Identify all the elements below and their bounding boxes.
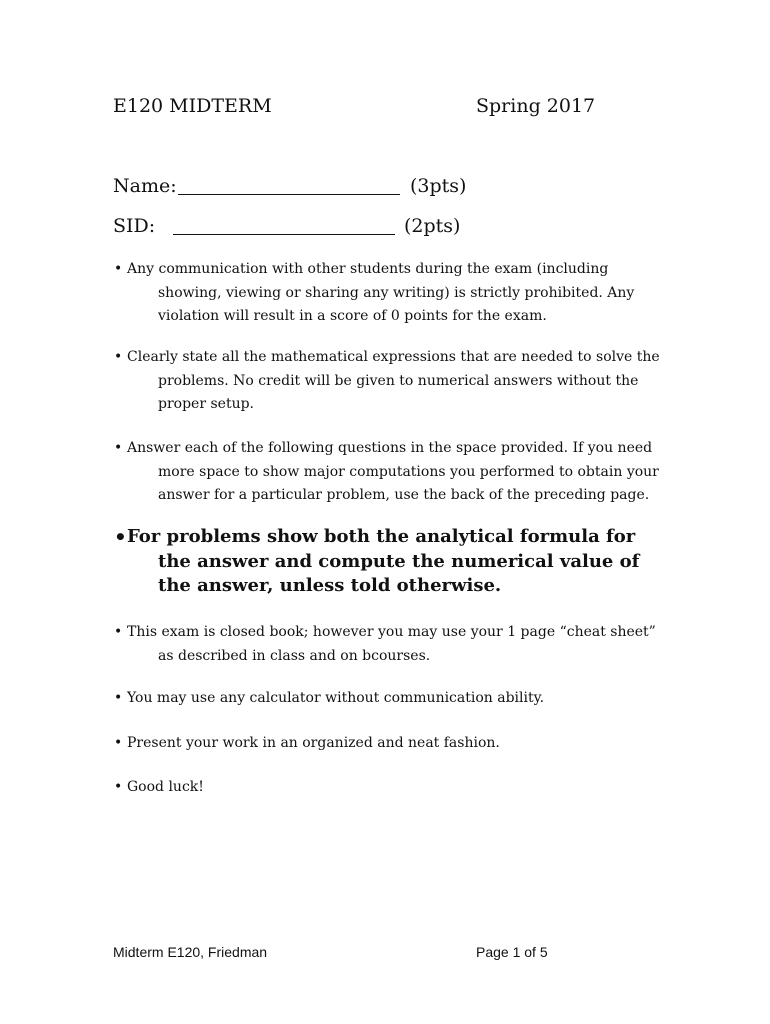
bullet-icon: • — [114, 735, 123, 751]
bullet-icon: • — [114, 261, 123, 277]
instruction-item — [114, 346, 674, 417]
name-input-line[interactable] — [178, 194, 400, 195]
bullet-icon: • — [114, 440, 123, 456]
instruction-item — [114, 437, 674, 508]
sid-points: (2pts) — [404, 215, 461, 237]
instruction-item — [114, 732, 674, 756]
instruction-item — [114, 687, 674, 711]
bullet-icon: • — [114, 779, 123, 795]
bullet-icon: • — [114, 349, 123, 365]
sid-label: SID: — [113, 215, 156, 237]
instruction-item — [114, 258, 674, 329]
bullet-icon: • — [114, 690, 123, 706]
name-points: (3pts) — [410, 175, 467, 197]
instruction-text: For problems show both the analytical formula for the answer and compute the numerical value of the answer, unless told otherwise. — [127, 526, 640, 596]
course-title: E120 MIDTERM — [113, 95, 272, 117]
instruction-text: Clearly state all the mathematical expressions that are needed to solve the problems. No credit will be given to numerical answers without the proper setup. — [127, 349, 660, 412]
name-label: Name: — [113, 175, 177, 197]
instruction-text: This exam is closed book; however you may use your 1 page “cheat sheet” as described in class and on bcourses. — [127, 624, 656, 664]
instruction-text: Answer each of the following questions in the space provided. If you need more space to show major computations you performed to obtain your answer for a particular problem, use the back of the preceding page. — [127, 440, 659, 503]
bullet-icon: • — [114, 624, 123, 640]
bullet-icon: • — [114, 525, 127, 549]
sid-input-line[interactable] — [173, 234, 395, 235]
instruction-item-emphasis — [114, 525, 674, 599]
instruction-text: You may use any calculator without communication ability. — [127, 690, 545, 706]
instruction-text: Any communication with other students during the exam (including showing, viewing or sharing any writing) is strictly prohibited. Any violation will result in a score of 0 points for the exam. — [127, 261, 635, 324]
instruction-item — [114, 621, 674, 668]
instruction-text: Present your work in an organized and neat fashion. — [127, 735, 500, 751]
term-label: Spring 2017 — [476, 95, 596, 117]
instruction-text: Good luck! — [127, 779, 204, 795]
footer-left: Midterm E120, Friedman — [113, 944, 268, 960]
instruction-item — [114, 776, 674, 800]
footer-page-number: Page 1 of 5 — [476, 944, 548, 960]
